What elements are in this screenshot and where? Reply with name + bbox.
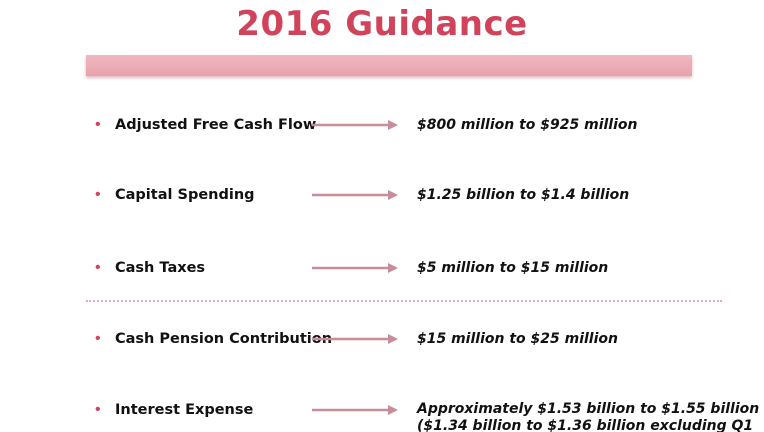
- guidance-value: $5 million to $15 million: [417, 260, 609, 276]
- guidance-value: $15 million to $25 million: [417, 331, 618, 347]
- guidance-value: [417, 401, 759, 432]
- arrow-right-icon: [312, 404, 398, 416]
- arrow-right-icon: [312, 119, 398, 131]
- bullet-icon: •: [95, 330, 101, 347]
- guidance-label: Capital Spending: [115, 187, 255, 203]
- bullet-icon: •: [95, 186, 101, 203]
- guidance-value: $1.25 billion to $1.4 billion: [417, 187, 630, 203]
- bullet-icon: •: [95, 401, 101, 418]
- arrow-right-icon: [312, 189, 398, 201]
- guidance-label: Interest Expense: [115, 402, 254, 418]
- guidance-value-line2: ($1.34 billion to $1.36 billion excluding Q1: [417, 418, 754, 432]
- guidance-label: Cash Taxes: [115, 260, 206, 276]
- guidance-row-cash-taxes: [0, 259, 764, 279]
- arrow-right-icon: [312, 333, 398, 345]
- guidance-label: Cash Pension Contribution: [115, 331, 333, 347]
- guidance-row-interest-expense: [0, 401, 764, 432]
- guidance-value-line1: Approximately $1.53 billion to $1.55 billion: [417, 401, 760, 417]
- guidance-row-cash-pension: [0, 330, 764, 350]
- guidance-value: $800 million to $925 million: [417, 117, 638, 133]
- arrow-right-icon: [312, 262, 398, 274]
- guidance-row-capital-spending: [0, 186, 764, 206]
- page-title: 2016 Guidance: [236, 4, 528, 44]
- bullet-icon: •: [95, 259, 101, 276]
- bullet-icon: •: [95, 116, 101, 133]
- section-divider: [86, 300, 722, 302]
- guidance-label: Adjusted Free Cash Flow: [115, 117, 317, 133]
- guidance-row-free-cash-flow: [0, 116, 764, 136]
- title-underline-bar: [86, 55, 692, 76]
